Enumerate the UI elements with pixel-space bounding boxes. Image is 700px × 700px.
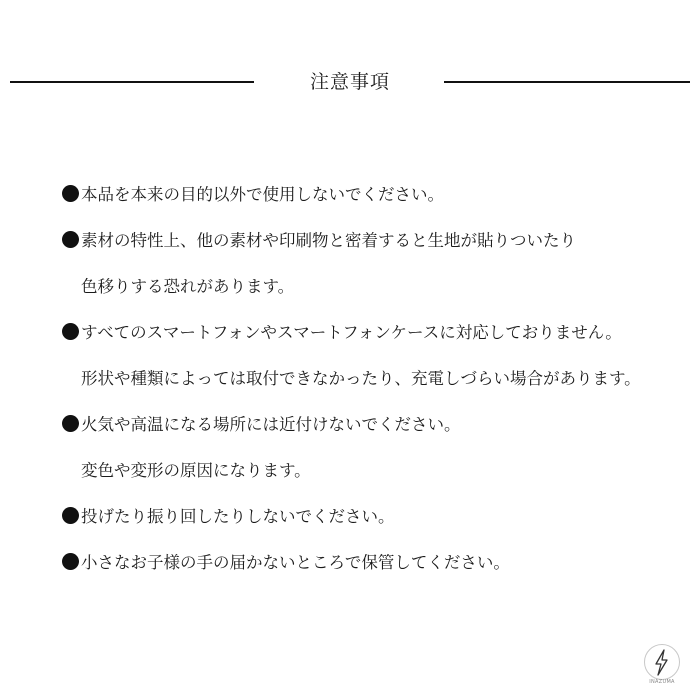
- bullet-icon: [62, 507, 79, 524]
- bullet-icon: [62, 553, 79, 570]
- note-text: 火気や高温になる場所には近付けないでください。: [81, 415, 461, 434]
- note-text: 小さなお子様の手の届かないところで保管してください。: [81, 553, 510, 572]
- note-line: [62, 410, 692, 456]
- logo-circle: [644, 644, 680, 680]
- bullet-icon: [62, 323, 79, 340]
- note-text: 素材の特性上、他の素材や印刷物と密着すると生地が貼りついたり: [81, 231, 576, 250]
- note-text: 投げたり振り回したりしないでください。: [81, 507, 395, 526]
- note-line-continuation: [62, 272, 692, 318]
- note-line-continuation: [62, 456, 692, 502]
- page-title: 注意事項: [309, 71, 390, 93]
- note-line-continuation: [62, 364, 692, 410]
- bullet-icon: [62, 415, 79, 432]
- note-line: [62, 318, 692, 364]
- notice-header: [10, 66, 690, 98]
- notes-list: [62, 180, 692, 594]
- logo-wordmark: INAZUMA: [649, 679, 675, 685]
- note-line: [62, 548, 692, 594]
- bullet-icon: [62, 185, 79, 202]
- note-line: [62, 502, 692, 548]
- note-text: 形状や種類によっては取付できなかったり、充電しづらい場合があります。: [81, 369, 641, 388]
- note-line: [62, 180, 692, 226]
- note-text: 変色や変形の原因になります。: [81, 461, 311, 480]
- note-text: すべてのスマートフォンやスマートフォンケースに対応しておりません。: [81, 323, 622, 342]
- brand-logo: [640, 644, 684, 692]
- note-text: 色移りする恐れがあります。: [81, 277, 295, 296]
- lightning-bolt-icon: [645, 645, 679, 679]
- note-line: [62, 226, 692, 272]
- header-rule-right: [444, 81, 690, 83]
- note-text: 本品を本来の目的以外で使用しないでください。: [81, 185, 444, 204]
- bullet-icon: [62, 231, 79, 248]
